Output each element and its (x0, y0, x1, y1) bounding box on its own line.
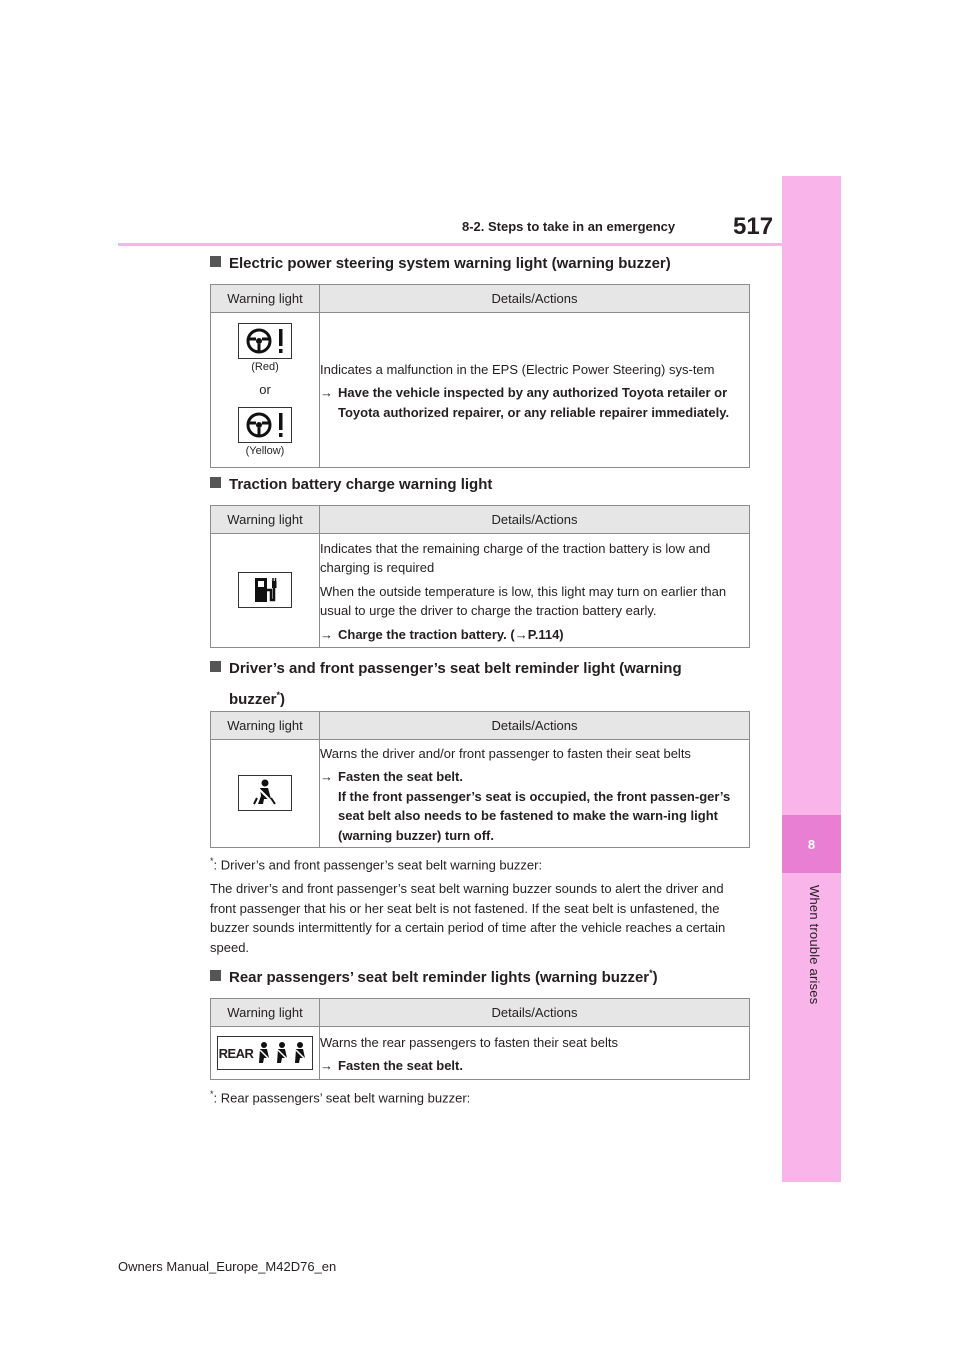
col-header-warning-light: Warning light (211, 285, 320, 313)
col-header-details: Details/Actions (320, 712, 750, 740)
col-header-warning-light: Warning light (211, 506, 320, 534)
chapter-side-tab (782, 176, 841, 1182)
section-bullet-icon (210, 256, 221, 267)
front-belt-icon-cell (211, 740, 320, 848)
icon-label-red: (Red) (251, 360, 279, 373)
section-title-rear-belt: Rear passengers’ seat belt reminder lights (warning buzzer*) (210, 968, 658, 986)
page-number: 517 (733, 213, 774, 240)
front-belt-action: → Fasten the seat belt. If the front passenger’s seat is occupied, the front passen-ger’s seat belt also needs to be fastened to make the warn-ing light (warning buzzer) turn off. (320, 767, 749, 845)
front-belt-warning-table (210, 711, 750, 848)
rear-belt-warning-table (210, 998, 750, 1080)
arrow-icon: → (320, 626, 333, 642)
rear-belt-action: → Fasten the seat belt. (320, 1056, 749, 1076)
header-rule (118, 243, 782, 246)
traction-icon-cell (211, 534, 320, 648)
rear-belt-icon-cell (211, 1027, 320, 1080)
footer-document-id: Owners Manual_Europe_M42D76_en (118, 1259, 337, 1274)
icon-label-yellow: (Yellow) (245, 444, 285, 457)
icon-or: or (259, 381, 271, 397)
col-header-details: Details/Actions (320, 285, 750, 313)
traction-action (320, 625, 749, 645)
traction-warning-table (210, 505, 750, 648)
header-section-title: 8-2. Steps to take in an emergency (462, 219, 676, 234)
traction-details-cell (320, 534, 750, 648)
section-title-front-belt: Driver’s and front passenger’s seat belt reminder light (warning buzzer*) (210, 656, 682, 713)
chapter-number: 8 (782, 815, 841, 873)
steering-warning-icon (238, 407, 292, 443)
eps-description: Indicates a malfunction in the EPS (Electric Power Steering) sys-tem (320, 361, 715, 377)
page-reference-link[interactable]: Charge the traction battery. (→P.114) (338, 626, 564, 642)
rear-belt-footnote: *: Rear passengers’ seat belt warning buzzer: (210, 1089, 471, 1106)
col-header-details: Details/Actions (320, 999, 750, 1027)
seat-belt-icon (238, 775, 292, 811)
eps-icon-cell (211, 313, 320, 468)
steering-warning-icon (238, 323, 292, 359)
section-bullet-icon (210, 970, 221, 981)
charge-plug-icon (238, 572, 292, 608)
eps-warning-table (210, 284, 750, 468)
eps-action: → Have the vehicle inspected by any authorized Toyota retailer or Toyota authorized repairer, or any reliable repairer immediately. (320, 383, 749, 422)
arrow-icon: → (320, 385, 333, 401)
front-belt-details-cell (320, 740, 750, 848)
front-belt-description: Warns the driver and/or front passenger to fasten their seat belts (320, 745, 691, 761)
section-bullet-icon (210, 661, 221, 672)
traction-description: Indicates that the remaining charge of the traction battery is low and charging is required (320, 540, 711, 576)
traction-description-2: When the outside temperature is low, this light may turn on earlier than usual to urge the driver to charge the traction battery early. (320, 583, 727, 619)
arrow-icon: → (320, 769, 333, 785)
front-belt-footnote: *: Driver’s and front passenger’s seat belt warning buzzer: (210, 856, 543, 873)
section-title-traction: Traction battery charge warning light (210, 476, 492, 493)
section-title-eps: Electric power steering system warning light (warning buzzer) (210, 255, 671, 272)
rear-belt-details-cell (320, 1027, 750, 1080)
rear-belt-description: Warns the rear passengers to fasten their seat belts (320, 1034, 618, 1050)
rear-seat-belt-icon: REAR (217, 1036, 313, 1070)
section-bullet-icon (210, 477, 221, 488)
chapter-title: When trouble arises (807, 885, 822, 1005)
col-header-warning-light: Warning light (211, 712, 320, 740)
front-belt-paragraph: The driver’s and front passenger’s seat belt warning buzzer sounds to alert the driver and front passenger that his or her seat belt is not fastened. If the seat belt is unfastened, the buzzer sounds intermittently for a certain period of time after the vehicle reaches a certain speed. (210, 881, 726, 955)
col-header-details: Details/Actions (320, 506, 750, 534)
eps-details-cell (320, 313, 750, 468)
arrow-icon: → (320, 1058, 333, 1073)
col-header-warning-light: Warning light (211, 999, 320, 1027)
